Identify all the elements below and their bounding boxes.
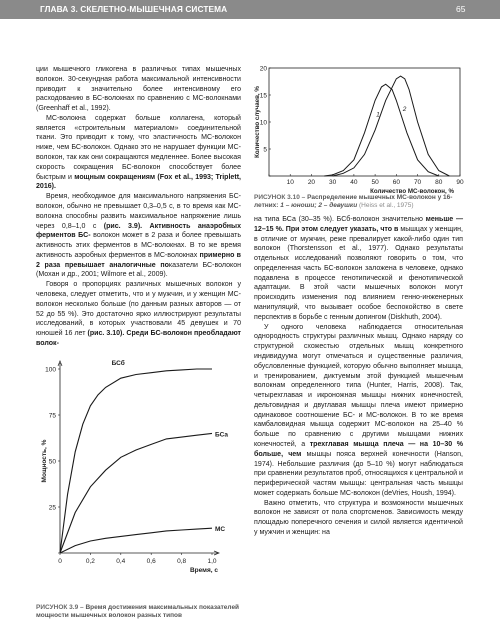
x-tick-label: 60: [392, 179, 400, 186]
x-tick-label: 50: [371, 179, 379, 186]
figure-3-9-chart: [36, 330, 247, 600]
y-tick-label: 100: [45, 366, 56, 374]
paragraph: Говоря о пропорциях различных мышечных волокон у человека, следует отметить, что и у мужчин, и у женщин МС-волокон несколько больше (по данным разных авторов — от 52 до 55 %). Это достаточно ярко иллюстрируют результаты исследований, в которых участвовали 45 девушек и 70 юношей 16 лет (рис. 3.10). Среди БС-волокон преобладают волок-: [36, 281, 241, 347]
series-label: БСб: [111, 360, 125, 367]
series-label: МС: [215, 526, 226, 534]
y-tick-label: 20: [259, 65, 267, 73]
x-tick-label: 10: [286, 179, 294, 186]
paragraph: У одного человека наблюдается относительная однородность структуры различных мышц. Однако наряду со структурной схожестью отдельных мышц конкретного индивидуума могут отмечаться и существенные различия, обусловленные функцией, которую обычно выполняет мышца, и тренированием, диктуемым этой функцией мышечным волокнам определенного типа (Hunter, Harris, 2008). Так, четырехглавая и икроножная мышцы нижних конечностей, дельтовидная и двуглавая мышцы плеча имеют примерно одинаковое соотношение БС- и МС-волокон. В то же время камбаловидная мышца содержит МС-волокон на 25–40 % больше по сравнению с другими мышцами нижних конечностей, а трехглавая мышца плеча — на 10–30 % больше, чем мышцы пояса верхней конечности (Hanson, 1974). Небольшие различия (до 5–10 %) могут наблюдаться при сравнении результатов проб, относящихся к центральной и периферической частям мышцы: центральная часть мышцы может содержать больше МС-волокон (deVries, Housh, 1994).: [254, 323, 464, 497]
page-number: 65: [456, 4, 466, 14]
x-tick-label: 0,8: [177, 558, 187, 565]
y-axis-label: Количество случаев, %: [254, 86, 261, 158]
y-tick-label: 75: [48, 412, 56, 420]
x-tick-label: 90: [456, 179, 464, 186]
series-line: [60, 369, 212, 553]
y-tick-label: 15: [259, 92, 267, 100]
figure-3-10-caption: РИСУНОК 3.10 – Распределение мышечных МС-волокон у 16-летних: 1 – юноши; 2 – девушки (Heiss et al., 1975): [254, 194, 453, 210]
paragraph: на типа БСа (30–35 %). БСб-волокон значительно меньше — 12–15 %. При этом следует указать, что в мышцах у женщин, в отличие от мужчин, реже превалирует какой-либо один тип волокон (Thorstensson et al., 1977). Однако результаты отдельных исследований позволяют говорить о том, что определенная часть БС-волокон заложена в человеке, однако подавлена в процессе генотипической и фенотипической адаптации. В этой части мышечных волокон могут происходить изменения под влиянием генно-инженерных манипуляций, что вызывает особое беспокойство в свете перспектив в борьбе с генным допингом (Diskhuth, 2004).: [254, 216, 463, 321]
x-axis-label: Количество МС-волокон, %: [370, 188, 454, 195]
x-tick-label: 1,0: [207, 558, 217, 565]
y-tick-label: 25: [48, 504, 56, 512]
page-header: [0, 0, 500, 19]
chapter-title: ГЛАВА 3. СКЕЛЕТНО-МЫШЕЧНАЯ СИСТЕМА: [40, 4, 228, 14]
paragraph: Важно отметить, что структура и возможности мышечных волокон не зависят от пола спортсменов. Зависимость между площадью поперечного сечения и силой является идентичной у мужчин и женщин: на: [254, 499, 463, 536]
y-axis-label: Мощность, %: [41, 439, 48, 483]
series-line: [60, 528, 212, 553]
y-tick-label: 50: [48, 458, 56, 466]
paragraph: Время, необходимое для максимального напряжения БС-волокон, обычно не превышает 0,3–0,5 с, в то время как МС-волокна способны развить максимальное напряжение лишь через 0,8–1,0 с (рис. 3.9). Активность анаэробных ферментов БС- волокон может в 2 раза и более превышать активность этих ферментов в МС-волокнах. В то же время активность аэробных ферментов в МС-волокнах примерно в 2 раза превышает аналогичные показатели БС-волокон (Мохан и др., 2001; Wilmore et al., 2009).: [36, 193, 242, 279]
y-tick-label: 5: [263, 146, 267, 154]
figure-3-9: [36, 330, 247, 620]
x-tick-label: 80: [435, 179, 443, 186]
series-label: 2: [402, 106, 407, 114]
y-tick-label: 10: [259, 119, 267, 127]
paragraph: ции мышечного гликогена в различных типах мышечных волокон. 30-секундная работа максимальной интенсивности приводит к значительно более интенсивному его расходованию в БС-волокнах по сравнению с МС-волокнами (Greenhaff et al., 1992).: [36, 66, 241, 113]
figure-3-9-caption: РИСУНОК 3.9 – Время достижения максимальных показателей мощности мышечных волокон разных типов: [36, 604, 240, 620]
x-tick-label: 0: [58, 558, 62, 565]
x-tick-label: 30: [329, 179, 337, 186]
paragraph: МС-волокна содержат больше коллагена, который является «строительным материалом» соединительной ткани. Это приводит к тому, что эластичность МС-волокон ниже, чем БС-волокон. Однако это не нарушает функции МС-волокон, так как они сокращаются медленнее. Более высокая скорость сокращения БС-волокон способствует более быстрым и мощным сокращениям (Fox et al., 1993; Triplett, 2016).: [36, 114, 241, 191]
right-column: [254, 215, 463, 538]
x-tick-label: 0,6: [146, 558, 156, 565]
x-tick-label: 0,4: [116, 558, 126, 565]
x-tick-label: 0,2: [85, 558, 95, 565]
x-tick-label: 70: [413, 179, 422, 186]
series-label: 1: [376, 111, 380, 119]
figure-3-10: [252, 40, 466, 220]
series-line: [333, 76, 450, 176]
series-label: БСа: [215, 431, 228, 439]
series-line: [324, 84, 439, 176]
figure-3-10-chart: [252, 40, 466, 220]
x-tick-label: 40: [350, 179, 358, 186]
x-tick-label: 20: [307, 179, 316, 186]
left-column: [36, 65, 241, 349]
x-axis-label: Время, с: [189, 567, 218, 574]
